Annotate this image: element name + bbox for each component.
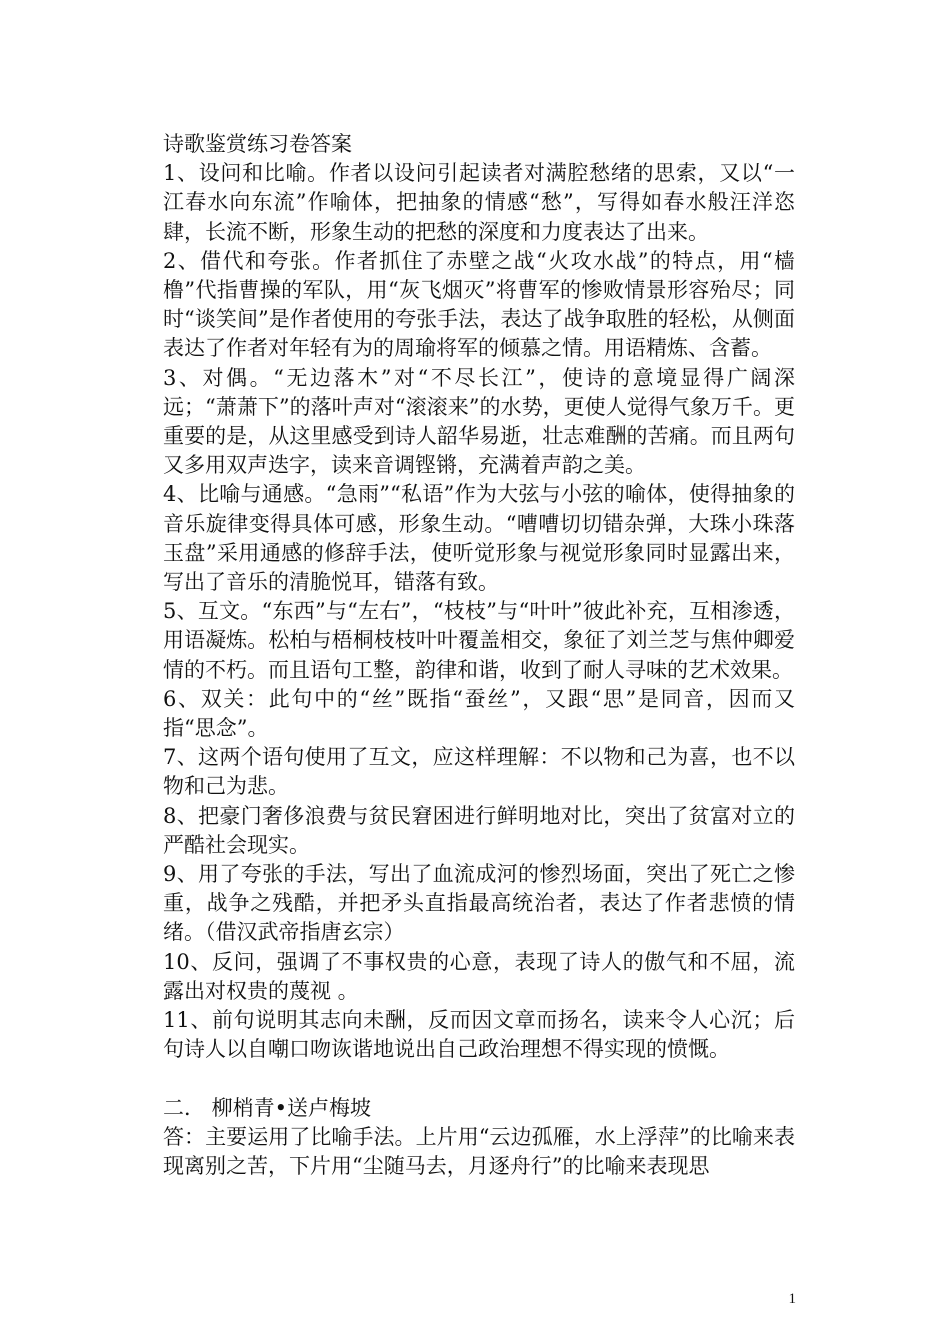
answer-paragraph: 9、用了夸张的手法，写出了血流成河的惨烈场面，突出了死亡之惨重，战争之残酷，并把矛头直指最高统治者，表达了作者悲愤的情绪。（借汉武帝指唐玄宗） bbox=[163, 862, 795, 945]
section-heading: 二． 柳梢青•送卢梅坡 bbox=[163, 1095, 372, 1120]
answer-paragraph: 6、双关：此句中的“丝”既指“蚕丝”，又跟“思”是同音，因而又指“思念”。 bbox=[163, 686, 795, 741]
answer-paragraph: 4、比喻与通感。“急雨”“私语”作为大弦与小弦的喻体，使得抽象的音乐旋律变得具体可感，形象生动。“嘈嘈切切错杂弹，大珠小珠落玉盘”采用通感的修辞手法，使听觉形象与视觉形象同时显露出来，写出了音乐的清脆悦耳，错落有致。 bbox=[163, 482, 795, 595]
answer-paragraph: 11、前句说明其志向未酬，反而因文章而扬名，读来令人心沉；后句诗人以自嘲口吻诙谐地说出自己政治理想不得实现的愤慨。 bbox=[163, 1008, 795, 1062]
page-title: 诗歌鉴赏练习卷答案 bbox=[163, 132, 352, 156]
answer-paragraph: 5、互文。“东西”与“左右”，“枝枝”与“叶叶”彼此补充，互相渗透，用语凝炼。松柏与梧桐枝枝叶叶覆盖相交，象征了刘兰芝与焦仲卿爱情的不朽。而且语句工整，韵律和谐，收到了耐人寻味的艺术效果。 bbox=[163, 599, 795, 682]
blank-line bbox=[163, 1065, 795, 1094]
document-body bbox=[163, 130, 795, 1181]
page-number: 1 bbox=[788, 1291, 796, 1307]
answer-paragraph: 2、借代和夸张。作者抓住了赤壁之战“火攻水战”的特点，用“樯橹”代指曹操的军队，用“灰飞烟灭”将曹军的惨败情景形容殆尽；同时“谈笑间”是作者使用的夸张手法，表达了战争取胜的轻松，从侧面表达了作者对年轻有为的周瑜将军的倾慕之情。用语精炼、含蓄。 bbox=[163, 248, 795, 361]
answer-paragraph: 7、这两个语句使用了互文，应这样理解：不以物和己为喜，也不以物和己为悲。 bbox=[163, 745, 795, 799]
section-answer: 答：主要运用了比喻手法。上片用“云边孤雁，水上浮萍”的比喻来表现离别之苦，下片用“尘随马去，月逐舟行”的比喻来表现思 bbox=[163, 1124, 795, 1178]
answer-paragraph: 1、设问和比喻。作者以设问引起读者对满腔愁绪的思索，又以“一江春水向东流”作喻体，把抽象的情感“愁”，写得如春水般汪洋恣肆，长流不断，形象生动的把愁的深度和力度表达了出来。 bbox=[163, 161, 795, 244]
answer-paragraph: 10、反问，强调了不事权贵的心意，表现了诗人的傲气和不屈，流露出对权贵的蔑视 。 bbox=[163, 949, 795, 1003]
answer-paragraph: 3、对偶。“无边落木”对“不尽长江”，使诗的意境显得广阔深远；“萧萧下”的落叶声对“滚滚来”的水势，更使人觉得气象万千。更重要的是，从这里感受到诗人韶华易逝，壮志难酬的苦痛。而且两句又多用双声迭字，读来音调铿锵，充满着声韵之美。 bbox=[163, 365, 795, 478]
answer-paragraph: 8、把豪门奢侈浪费与贫民窘困进行鲜明地对比，突出了贫富对立的严酷社会现实。 bbox=[163, 803, 795, 857]
